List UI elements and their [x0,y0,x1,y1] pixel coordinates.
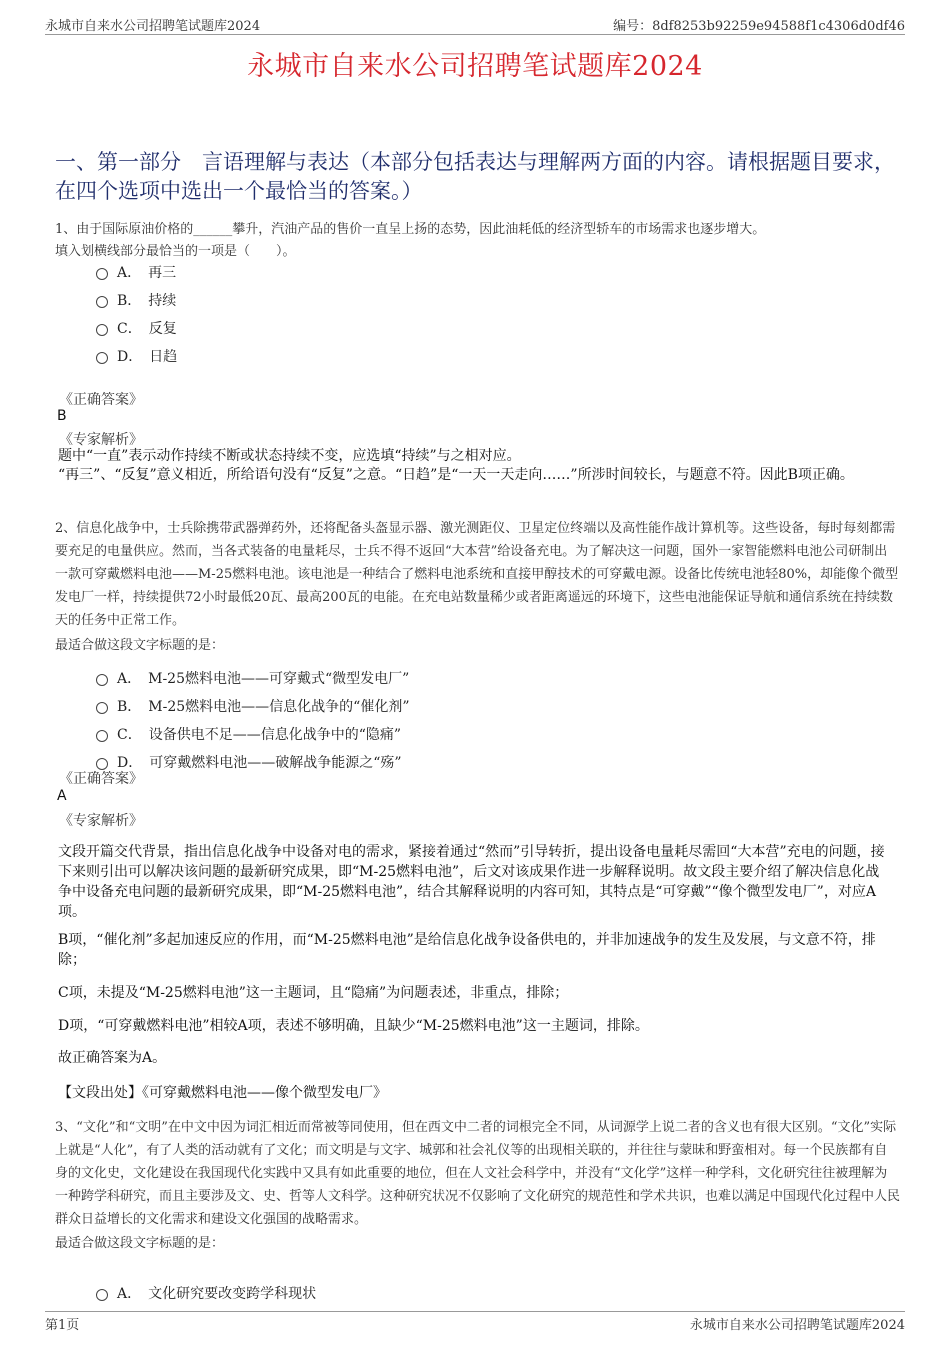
question-2-analysis-para: 故正确答案为A。 [58,1050,167,1066]
option-label: A． 文化研究要改变跨学科现状 [117,1286,317,1302]
radio-icon[interactable] [96,674,108,686]
question-2-option-b[interactable] [96,696,409,716]
option-label: B． M-25燃料电池——信息化战争的“催化剂” [117,699,410,715]
radio-icon[interactable] [96,296,108,308]
radio-icon[interactable] [96,352,108,364]
question-2-analysis-para: C项，未提及“M-25燃料电池”这一主题词，且“隐痛”为问题表述，非重点，排除； [58,985,569,1001]
option-label: C． 设备供电不足——信息化战争中的“隐痛” [117,727,402,743]
header-doc-title: 永城市自来水公司招聘笔试题库2024 [45,19,261,34]
radio-icon[interactable] [96,730,108,742]
option-label: B． 持续 [117,293,177,309]
question-1-option-c[interactable] [96,318,177,338]
option-label: D． 日趋 [117,349,178,365]
question-1-answer-label: 《正确答案》 [59,392,143,408]
question-1-analysis-label: 《专家解析》 [59,432,143,448]
question-2-analysis-para: 文段开篇交代背景，指出信息化战争中设备对电的需求，紧接着通过“然而”引导转折，提出设备电量耗尽需回“大本营”充电的问题，接下来则引出可以解决该问题的最新研究成果，即“M-25燃料电池”，后文对该成果作进一步解释说明。故文段主要介绍了解决信息化战争中设备充电问题的最新研究成果，即“M-25燃料电池”，结合其解释说明的内容可知，其特点是“可穿戴”“像个微型发电厂”，对应A项。 [58,844,885,920]
question-1-analysis-2: “再三”、“反复”意义相近，所给语句没有“反复”之意。“日趋”是“一天一天走向……”所涉时间较长，与题意不符。因此B项正确。 [58,467,854,483]
question-2-instruction: 最适合做这段文字标题的是： [55,638,225,653]
question-1-option-a[interactable] [96,262,176,282]
option-label: C． 反复 [117,321,177,337]
question-2-option-a[interactable] [96,668,409,688]
question-2-option-c[interactable] [96,724,401,744]
header-divider [45,34,905,35]
radio-icon[interactable] [96,268,108,280]
question-1-option-d[interactable] [96,346,177,366]
question-1-stem: 1、由于国际原油价格的______攀升，汽油产品的售价一直呈上扬的态势，因此油耗低的经济型轿车的市场需求也逐步增大。 [55,222,766,237]
radio-icon[interactable] [96,324,108,336]
question-2-source: 【文段出处】《可穿戴燃料电池——像个微型发电厂》 [58,1085,387,1101]
question-2-answer: A [57,788,67,804]
question-3-instruction: 最适合做这段文字标题的是： [55,1236,225,1251]
question-2-analysis-para: D项，“可穿戴燃料电池”相较A项，表述不够明确，且缺少“M-25燃料电池”这一主题词，排除。 [58,1018,649,1034]
page-title: 永城市自来水公司招聘笔试题库2024 [247,51,703,82]
question-1-option-b[interactable] [96,290,176,310]
footer-divider [45,1311,905,1312]
question-2-analysis-para: B项，“催化剂”多起加速反应的作用，而“M-25燃料电池”是给信息化战争设备供电的，并非加速战争的发生及发展，与文意不符，排除； [58,932,876,968]
question-2-stem: 2、信息化战争中，士兵除携带武器弹药外，还将配备头盔显示器、激光测距仪、卫星定位终端以及高性能作战计算机等。这些设备，每时每刻都需要充足的电量供应。然而，当各式装备的电量耗尽，士兵不得不返回“大本营”给设备充电。为了解决这一问题，国外一家智能燃料电池公司研制出一款可穿戴燃料电池——M-25燃料电池。该电池是一种结合了燃料电池系统和直接甲醇技术的可穿戴电源。设备比传统电池轻80%，却能像个微型发电厂一样，持续提供72小时最低20瓦、最高200瓦的电能。在充电站数量稀少或者距离遥远的环境下，这些电池能保证导航和通信系统在持续数天的任务中正常工作。 [55,521,899,628]
option-label: D． 可穿戴燃料电池——破解战争能源之“殇” [117,755,402,771]
question-1-instruction: 填入划横线部分最恰当的一项是（ ）。 [55,244,296,259]
question-2-analysis-label: 《专家解析》 [59,813,143,829]
footer-page-number: 第1页 [45,1318,80,1333]
question-3-stem: 3、“文化”和“文明”在中文中因为词汇相近而常被等同使用，但在西文中二者的词根完全不同，从词源学上说二者的含义也有很大区别。“文化”实际上就是“人化”，有了人类的活动就有了文化；而文明是与文字、城郭和社会礼仪等的出现相关联的，并往往与蒙昧和野蛮相对。每一个民族都有自身的文化史，文化建设在我国现代化实践中又具有如此重要的地位，但在人文社会科学中，并没有“文化学”这样一种学科，文化研究往往被理解为一种跨学科研究，而且主要涉及文、史、哲等人文科学。这种研究状况不仅影响了文化研究的规范性和学术共识，也难以满足中国现代化过程中人民群众日益增长的文化需求和建设文化强国的战略需求。 [55,1120,901,1227]
question-1-analysis-1: 题中“一直”表示动作持续不断或状态持续不变，应选填“持续”与之相对应。 [58,448,521,464]
radio-icon[interactable] [96,1289,108,1301]
question-1-answer: B [57,408,67,424]
option-label: A． 再三 [117,265,177,281]
option-label: A． M-25燃料电池——可穿戴式“微型发电厂” [117,671,410,687]
question-2-answer-label: 《正确答案》 [59,771,143,787]
section-heading: 一、第一部分 言语理解与表达（本部分包括表达与理解两方面的内容。请根据题目要求，在四个选项中选出一个最恰当的答案。） [55,150,895,203]
question-3-option-a[interactable] [96,1283,316,1303]
footer-doc-title: 永城市自来水公司招聘笔试题库2024 [689,1318,905,1333]
header-doc-id: 编号：8df8253b92259e94588f1c4306d0df46 [613,19,905,34]
radio-icon[interactable] [96,702,108,714]
